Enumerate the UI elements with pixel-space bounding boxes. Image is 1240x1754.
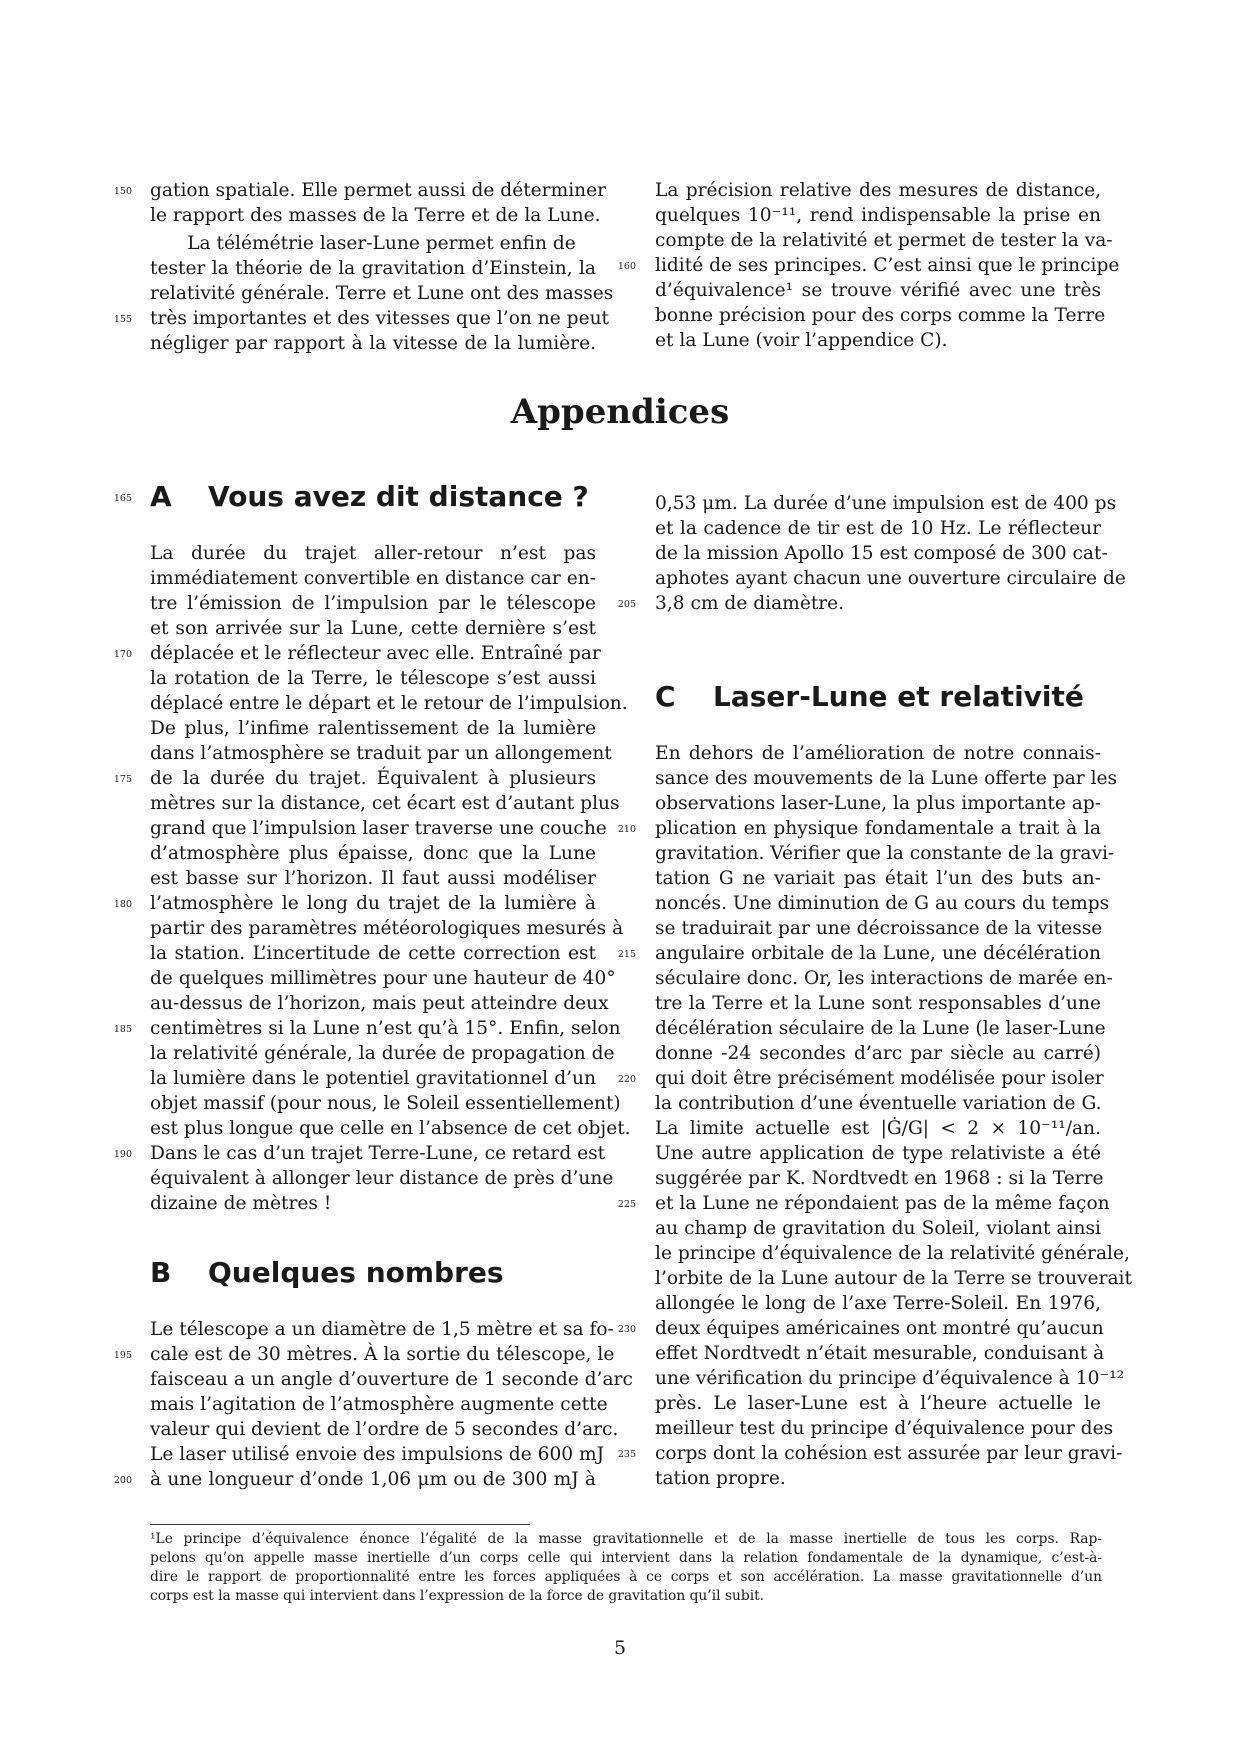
text-line: séculaire donc. Or, les interactions de marée en-: [655, 968, 1113, 989]
text-line: la station. L’incertitude de cette correction est: [150, 943, 596, 964]
text-line: Le laser utilisé envoie des impulsions de 600 mJ: [150, 1444, 605, 1465]
text-line: tation propre.: [655, 1468, 786, 1489]
text-line: grand que l’impulsion laser traverse une couche: [150, 818, 607, 839]
text-line: et la Lune (voir l’appendice C).: [655, 330, 948, 351]
text-line: cale est de 30 mètres. À la sortie du télescope, le: [150, 1344, 615, 1365]
text-line: gation spatiale. Elle permet aussi de déterminer: [150, 180, 607, 201]
footnote-line: corps est la masse qui intervient dans l’expression de la force de gravitation qu’il subit.: [150, 1588, 765, 1604]
section-a-heading: [150, 480, 589, 514]
text-line: déplacé entre le départ et le retour de l’impulsion.: [150, 693, 628, 714]
text-line: se traduirait par une décroissance de la vitesse: [655, 918, 1103, 939]
text-line: objet massif (pour nous, le Soleil essentiellement): [150, 1093, 621, 1114]
text-line: La limite actuelle est |Ġ/G| < 2 × 10⁻¹¹/an.: [655, 1118, 1101, 1139]
line-number: 180: [113, 899, 132, 910]
text-line: le rapport des masses de la Terre et de la Lune.: [150, 205, 601, 226]
text-line: deux équipes américaines ont montré qu’aucun: [655, 1318, 1104, 1339]
line-number: 210: [617, 824, 636, 835]
section-number: A: [150, 480, 172, 513]
text-line: gravitation. Vérifier que la constante de la gravi-: [655, 843, 1115, 864]
line-number: 230: [617, 1324, 636, 1335]
text-line: angulaire orbitale de la Lune, une décélération: [655, 943, 1101, 964]
text-line: 0,53 μm. La durée d’une impulsion est de 400 ps: [655, 493, 1117, 514]
text-line: La durée du trajet aller-retour n’est pas: [150, 543, 596, 564]
text-line: sance des mouvements de la Lune offerte par les: [655, 768, 1118, 789]
section-b-continuation: [655, 491, 1126, 616]
footnote-line: ¹Le principe d’équivalence énonce l’égalité de la masse gravitationnelle et de la masse inertielle de tous les corps. Rap-: [150, 1531, 1102, 1547]
text-line: le principe d’équivalence de la relativité générale,: [655, 1243, 1130, 1264]
text-line: La précision relative des mesures de distance,: [655, 180, 1101, 201]
text-line: allongée le long de l’axe Terre-Soleil. En 1976,: [655, 1293, 1101, 1314]
text-line: tation G ne variait pas était l’un des buts an-: [655, 868, 1101, 889]
text-line: noncés. Une diminution de G au cours du temps: [655, 893, 1110, 914]
text-line: au champ de gravitation du Soleil, violant ainsi: [655, 1218, 1101, 1239]
line-number: 175: [113, 774, 132, 785]
text-line: relativité générale. Terre et Lune ont des masses: [150, 283, 614, 304]
text-line: est plus longue que celle en l’absence de cet objet.: [150, 1118, 631, 1139]
line-number: 155: [113, 314, 132, 325]
text-line: de la mission Apollo 15 est composé de 300 cat-: [655, 543, 1108, 564]
text-line: dizaine de mètres !: [150, 1193, 332, 1214]
page-number: 5: [613, 1637, 627, 1659]
text-line: compte de la relativité et permet de tester la va-: [655, 230, 1113, 251]
text-line: faisceau a un angle d’ouverture de 1 seconde d’arc: [150, 1369, 633, 1390]
line-number: 215: [617, 949, 636, 960]
text-line: la rotation de la Terre, le télescope s’est aussi: [150, 668, 596, 689]
text-line: et la Lune ne répondaient pas de la même façon: [655, 1193, 1110, 1214]
text-line: La télémétrie laser-Lune permet enfin de: [150, 233, 576, 254]
text-line: valeur qui devient de l’ordre de 5 secondes d’arc.: [150, 1419, 619, 1440]
text-line: corps dont la cohésion est assurée par leur gravi-: [655, 1443, 1123, 1464]
text-line: centimètres si la Lune n’est qu’à 15°. Enfin, selon: [150, 1018, 621, 1039]
text-line: Une autre application de type relativiste a été: [655, 1143, 1101, 1164]
line-number: 235: [617, 1449, 636, 1460]
text-line: une vérification du principe d’équivalence à 10⁻¹²: [655, 1368, 1125, 1389]
line-number: 150: [113, 186, 132, 197]
text-line: quelques 10⁻¹¹, rend indispensable la prise en: [655, 205, 1101, 226]
text-line: donne -24 secondes d’arc par siècle au carré): [655, 1043, 1101, 1064]
text-line: l’orbite de la Lune autour de la Terre se trouverait: [655, 1268, 1132, 1289]
text-line: déplacée et le réflecteur avec elle. Entraîné par: [150, 643, 601, 664]
text-line: est basse sur l’horizon. Il faut aussi modéliser: [150, 868, 596, 889]
line-number: 170: [113, 649, 132, 660]
appendices-title: Appendices: [510, 392, 730, 432]
text-line: effet Nordtvedt n’était mesurable, conduisant à: [655, 1343, 1105, 1364]
text-line: la contribution d’une éventuelle variation de G.: [655, 1093, 1102, 1114]
line-number: 165: [113, 493, 132, 504]
text-line: de quelques millimètres pour une hauteur de 40°: [150, 968, 616, 989]
text-line: à une longueur d’onde 1,06 μm ou de 300 mJ à: [150, 1469, 596, 1490]
text-line: la lumière dans le potentiel gravitationnel d’un: [150, 1068, 596, 1089]
section-c-heading: [655, 680, 1084, 714]
text-line: tre l’émission de l’impulsion par le télescope: [150, 593, 596, 614]
left-top-paragraph: [150, 178, 614, 358]
right-top-paragraph: [655, 178, 1120, 358]
text-line: De plus, l’infime ralentissement de la lumière: [150, 718, 596, 739]
line-number: 195: [113, 1350, 132, 1361]
text-line: observations laser-Lune, la plus importante ap-: [655, 793, 1102, 814]
line-number: 225: [617, 1199, 636, 1210]
text-line: dans l’atmosphère se traduit par un allongement: [150, 743, 612, 764]
line-number: 185: [113, 1024, 132, 1035]
text-line: négliger par rapport à la vitesse de la lumière.: [150, 333, 596, 354]
section-title: Quelques nombres: [208, 1256, 504, 1289]
text-line: aphotes ayant chacun une ouverture circulaire de: [655, 568, 1126, 589]
text-line: immédiatement convertible en distance car en-: [150, 568, 596, 589]
line-number: 205: [617, 599, 636, 610]
line-number: 190: [113, 1149, 132, 1160]
text-line: et la cadence de tir est de 10 Hz. Le réflecteur: [655, 518, 1101, 539]
text-line: décélération séculaire de la Lune (le laser-Lune: [655, 1018, 1106, 1039]
text-line: 3,8 cm de diamètre.: [655, 593, 845, 614]
section-title: Vous avez dit distance ?: [208, 480, 589, 513]
text-line: Dans le cas d’un trajet Terre-Lune, ce retard est: [150, 1143, 606, 1164]
text-line: au-dessus de l’horizon, mais peut atteindre deux: [150, 993, 609, 1014]
text-line: lidité de ses principes. C’est ainsi que le principe: [655, 255, 1120, 276]
footnote-line: pelons qu’on appelle masse inertielle d’un corps celle qui intervient dans la relation fondamentale de la dynamique, c’est-à-: [150, 1550, 1102, 1566]
section-c-body: [655, 741, 1132, 1493]
text-line: suggérée par K. Nordtvedt en 1968 : si la Terre: [655, 1168, 1104, 1189]
text-line: Le télescope a un diamètre de 1,5 mètre et sa fo-: [150, 1319, 614, 1340]
footnote-line: dire le rapport de proportionnalité entre les forces appliquées à ce corps et son accélération. La masse gravitationnelle d’un: [150, 1569, 1102, 1585]
text-line: tre la Terre et la Lune sont responsables d’une: [655, 993, 1101, 1014]
section-b-heading: [150, 1256, 504, 1290]
text-line: la relativité générale, la durée de propagation de: [150, 1043, 615, 1064]
text-line: qui doit être précisément modélisée pour isoler: [655, 1068, 1104, 1089]
text-line: mètres sur la distance, cet écart est d’autant plus: [150, 793, 620, 814]
text-line: de la durée du trajet. Équivalent à plusieurs: [150, 768, 596, 789]
line-number: 220: [617, 1074, 636, 1085]
section-title: Laser-Lune et relativité: [713, 680, 1084, 713]
text-line: mais l’agitation de l’atmosphère augmente cette: [150, 1394, 608, 1415]
footnote-rule: [150, 1524, 530, 1525]
section-number: C: [655, 680, 676, 713]
line-number: 200: [113, 1475, 132, 1486]
text-line: En dehors de l’amélioration de notre connais-: [655, 743, 1101, 764]
text-line: partir des paramètres météorologiques mesurés à: [150, 918, 624, 939]
text-line: d’équivalence¹ se trouve vérifié avec une très: [655, 280, 1101, 301]
text-line: plication en physique fondamentale a trait à la: [655, 818, 1101, 839]
section-number: B: [150, 1256, 172, 1289]
text-line: et son arrivée sur la Lune, cette dernière s’est: [150, 618, 596, 639]
text-line: bonne précision pour des corps comme la Terre: [655, 305, 1106, 326]
text-line: tester la théorie de la gravitation d’Einstein, la: [150, 258, 596, 279]
line-number: 160: [617, 261, 636, 272]
text-line: meilleur test du principe d’équivalence pour des: [655, 1418, 1114, 1439]
text-line: très importantes et des vitesses que l’on ne peut: [150, 308, 610, 329]
text-line: équivalent à allonger leur distance de près d’une: [150, 1168, 614, 1189]
text-line: près. Le laser-Lune est à l’heure actuelle le: [655, 1393, 1101, 1414]
text-line: l’atmosphère le long du trajet de la lumière à: [150, 893, 596, 914]
text-line: d’atmosphère plus épaisse, donc que la Lune: [150, 843, 596, 864]
